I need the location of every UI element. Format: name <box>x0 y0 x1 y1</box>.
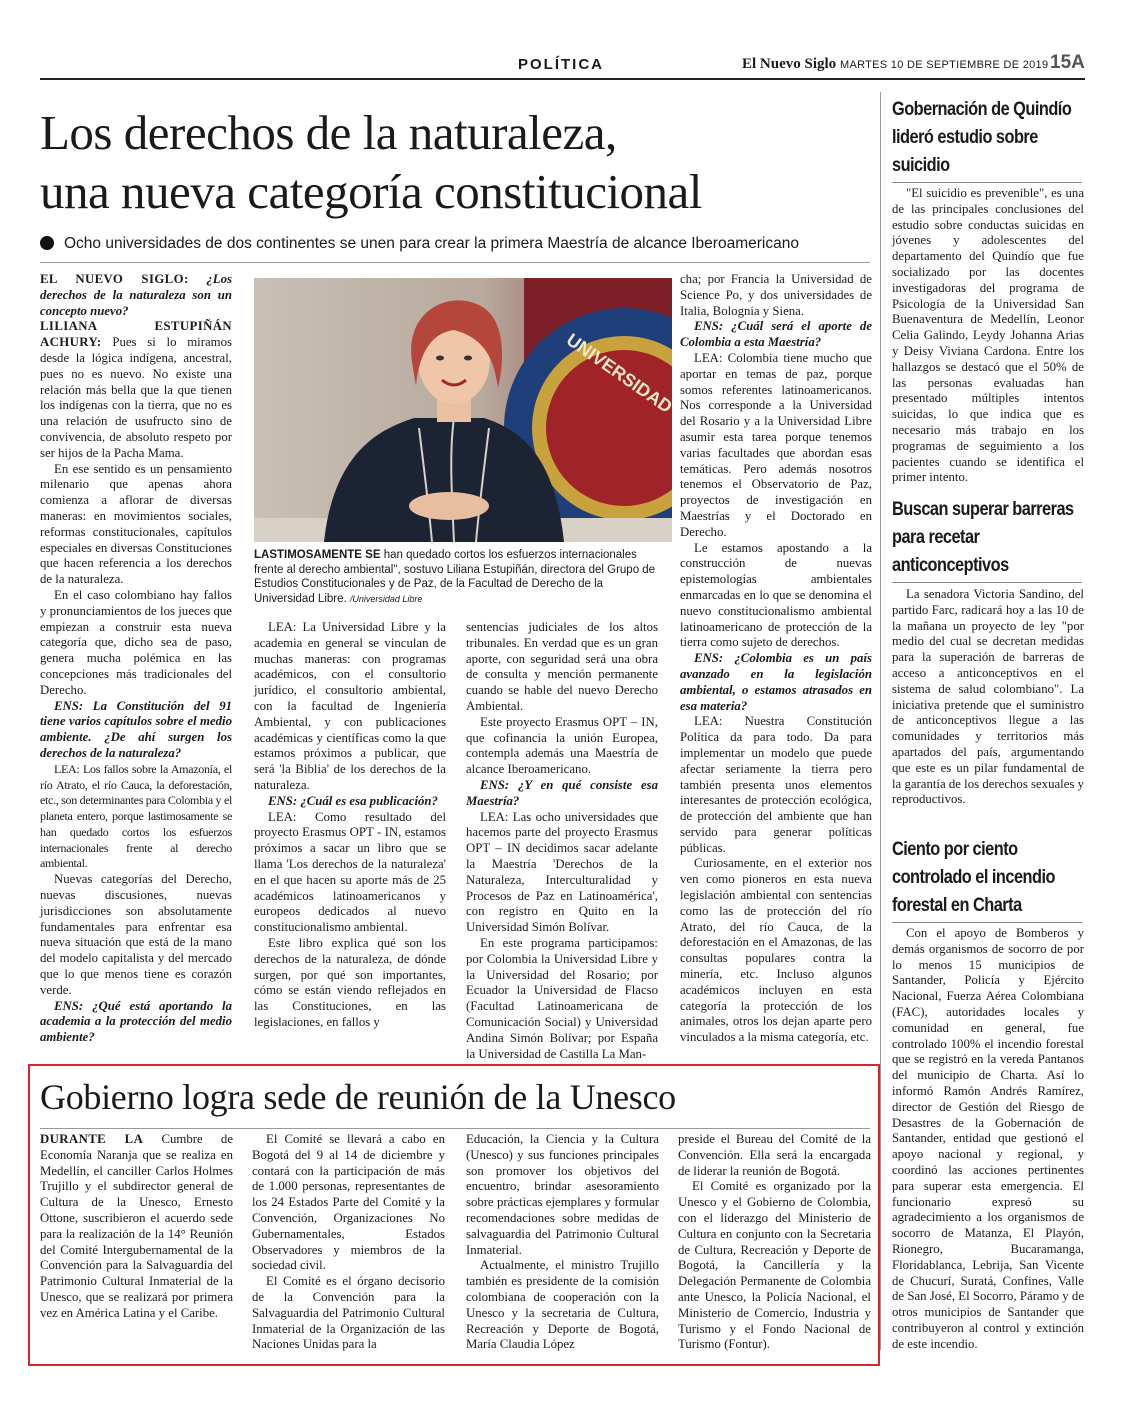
sidebar-story-2 <box>892 587 1084 808</box>
header-rule <box>40 78 1085 80</box>
article-column-1 <box>40 272 232 1046</box>
paragraph: En el caso colombiano hay fallos y pronunciamientos de los jueces que empiezan a construir esta nueva categoría que, dicho sea de paso, genera mucha polémica en las concepciones más tradicionales del Derecho. <box>40 587 232 697</box>
question-7: ENS: ¿Colombia es un país avanzado en la legislación ambiental, o estamos atrasados en esa materia? <box>680 651 872 713</box>
sidebar-headline-1: Gobernación de Quindío lideró estudio sobre suicidio <box>892 99 1072 176</box>
paragraph: preside el Bureau del Comité de la Convención. Ella será la encargada de liderar la reunión de Bogotá. <box>678 1132 871 1178</box>
sidebar-headline-3: Ciento por ciento controlado el incendio forestal en Charta <box>892 839 1055 916</box>
photo-credit: /Universidad Libre <box>349 593 423 604</box>
question-5: ENS: ¿Y en qué consiste esa Maestría? <box>466 777 658 808</box>
bullet-icon <box>40 236 54 250</box>
box-text: Cumbre de Economía Naranja que se realiza en Medellín, el canciller Carlos Holmes Trujillo y el subdirector general de Cultura de la Unesco, Ernesto Ottone, suscribieron el acuerdo sede para la realización de la 14° Reunión del Comité Intergubernamental de la Convención para la Salvaguardia del Patrimonio Cultural Inmaterial de la Unesco, que se realizará por primera vez en América Latina y el Caribe. <box>40 1132 233 1320</box>
deck-rule <box>40 262 870 263</box>
question-2: ENS: La Constitución del 91 tiene varios capítulos sobre el medio ambiente. ¿De ahí surgen los derechos de la naturaleza? <box>40 698 232 760</box>
sidebar-rule <box>892 582 1082 583</box>
box-column-1 <box>40 1132 233 1322</box>
caption-lead: LASTIMOSAMENTE SE <box>254 549 381 561</box>
box-rule <box>40 1128 870 1129</box>
box-headline: Gobierno logra sede de reunión de la Unesco <box>40 1077 676 1117</box>
headline-line-2: una nueva categoría constitucional <box>40 163 702 219</box>
masthead: El Nuevo Siglo <box>742 56 837 72</box>
answer-1: Pues si lo miramos desde la lógica indígena, ancestral, pues no es nuevo. No existe una relación más bella que la que tienen los indígenas con la tierra, que no es una relación de usufructo sino de convivencia, de absoluto respeto por ser hijos de la Pacha Mama. <box>40 335 232 460</box>
box-column-3 <box>466 1132 659 1353</box>
question-4: ENS: ¿Cuál es esa publicación? <box>268 793 438 808</box>
photo-caption <box>254 548 664 606</box>
paragraph: Curiosamente, en el exterior nos ven como pioneros en esta nueva legislación ambiental con sentencias como las de protección del río Atrato, del río Cauca, de la deforestación en el Amazonas, de las consultas populares contra la minería, etc. Incluso algunos académicos incluyen en esta categoría la protección de los animales, otros los dejan aparte pero vinculados a la misma categoría, etc. <box>680 856 872 1045</box>
article-column-4 <box>680 272 872 1046</box>
publication-date: MARTES 10 DE SEPTIEMBRE DE 2019 <box>840 59 1049 71</box>
article-photo <box>254 278 672 542</box>
paragraph: Educación, la Ciencia y la Cultura (Unesco) y sus funciones principales son promover los objetivos del encuentro, brindar asesoramiento sobre prácticas ejemplares y formular recomendaciones sobre medidas de salvaguardia del Patrimonio Cultural Inmaterial. <box>466 1132 659 1257</box>
paragraph: En ese sentido es un pensamiento milenario que apenas ahora comienza a aflorar de diversas maneras: en movimientos sociales, reformas constitucionales, capítulos especiales en diversas Constituciones que hacen referencia a los derechos de la naturaleza. <box>40 461 232 587</box>
sidebar-story-3 <box>892 926 1084 1353</box>
paragraph: Nuevas categorías del Derecho, nuevas discusiones, nuevas jurisdicciones son absolutamente fundamentales para enfrentar esa nueva situación que está de la mano del modelo capitalista y del mercado que lo que menos tiene es corazón verde. <box>40 872 232 997</box>
question-6: ENS: ¿Cuál será el aporte de Colombia a esta Maestría? <box>680 319 872 350</box>
answer-5: LEA: Las ocho universidades que hacemos parte del proyecto Erasmus OPT – IN decidimos sacar adelante la Maestría 'Derechos de la Naturaleza, Interculturalidad y Procesos de Paz en Latinoamérica', con registro en Quito en la Universidad Simón Bolívar. <box>466 809 658 935</box>
answer-2: LEA: Los fallos sobre la Amazonía, el río Atrato, el río Cauca, la deforestación, etc., son determinantes para Colombia y el planeta entero, porque lastimosamente se han quedado cortos los esfuerzos internacionales frente al derecho ambiental. <box>40 761 233 871</box>
paragraph: Le estamos apostando a la construcción de nuevas epistemologías ambientales enmarcadas en lo que se denomina el nuevo constitucionalismo ambiental latinoamericano de protección de la tierra como sujeto de derechos. <box>680 540 872 650</box>
sidebar-rule <box>892 922 1082 923</box>
paragraph: sentencias judiciales de los altos tribunales. En verdad que es un gran aporte, con seguridad será una obra de consulta y mención permanente cuando se hable del nuevo Derecho Ambiental. <box>466 620 658 713</box>
article-headline <box>40 104 870 222</box>
paragraph: El Comité se llevará a cabo en Bogotá del 9 al 14 de diciembre y contará con la participación de más de 1.000 personas, representantes de los 24 Estados Parte del Comité y la Convención, Organizaciones No Gubernamentales, Estados Observadores y miembros de la sociedad civil. <box>252 1132 445 1273</box>
section-label: POLÍTICA <box>518 56 604 73</box>
paragraph: En este programa participamos: por Colombia la Universidad Libre y la Universidad del Rosario; por Ecuador la Universidad de Flacso (Facultad Latinoamericana de Comunicación Social) y Universidad Andina Simón Bolívar; por España la Universidad de Castilla La Man- <box>466 935 658 1061</box>
article-column-2 <box>254 620 446 1031</box>
box-lead: DURANTE LA <box>40 1132 144 1146</box>
paragraph: Actualmente, el ministro Trujillo también es presidente de la comisión colombiana de cooperación con la Unesco y la secretaria de Cultura, Recreación y Deporte de Bogotá, María Claudia López <box>466 1258 659 1352</box>
q1-lead: EL NUEVO SIGLO: <box>40 272 189 286</box>
question-3: ENS: ¿Qué está aportando la academia a la protección del medio ambiente? <box>40 998 232 1045</box>
page-number: 15A <box>1050 52 1085 73</box>
sidebar-headline-2: Buscan superar barreras para recetar anticonceptivos <box>892 499 1074 576</box>
paragraph: El Comité es el órgano decisorio de la Convención para la Salvaguardia del Patrimonio Cultural Inmaterial de la Organización de las Naciones Unidas para la <box>252 1274 445 1352</box>
sidebar-body-1: "El suicidio es prevenible", es una de las principales conclusiones del estudio sobre conductas suicidas en jóvenes y adolescentes del departamento del Quindío que fue socializado por las docentes investigadoras del programa de Psicología de la Universidad San Buenaventura de Medellín, Leonor Celia Galindo, Leydy Johanna Arias y Deisy Viviana Cardona. Entre los hallazgos se destacó que el 50% de las personas evaluadas han presentado múltiples intentos suicidas, lo que indica que es necesario más trabajo en los programas de seguimiento a los pacientes cuando se identifica el primer intento. <box>892 186 1084 485</box>
paragraph: Este proyecto Erasmus OPT – IN, que cofinancia la unión Europea, contempla además una Maestría de alcance Iberoamericano. <box>466 714 658 777</box>
sidebar-body-2: La senadora Victoria Sandino, del partido Farc, radicará hoy a las 10 de la mañana un proyecto de ley "por medio del cual se decretan medidas para la superación de barreras de acceso a anticonceptivos en el sistema de salud colombiano". La iniciativa pretende que el suministro de anticonceptivos llegue a las comunidades y territorios más apartados del país, argumentando que este es un pilar fundamental de la garantía de los derechos sexuales y reproductivos. <box>892 587 1084 807</box>
answer-6: LEA: Colombia tiene mucho que aportar en temas de paz, porque somos referentes latinoamericanos. Nos corresponde a la Universidad del Rosario y a la Universidad Libre asumir esta tarea porque tenemos varias facultades que abordan esas temáticas. Pero además nosotros tenemos el Observatorio de Paz, proyectos de investigación en Maestrías y el Doctorado en Derecho. <box>680 350 872 539</box>
paragraph: cha; por Francia la Universidad de Science Po, y dos universidades de Italia, Bolognia y Siena. <box>680 272 872 318</box>
sidebar-divider <box>880 92 881 1350</box>
sidebar-story-1 <box>892 186 1084 486</box>
answer-7: LEA: Nuestra Constitución Política da para todo. Da para implementar un modelo que puede afectar seriamente la tierra pero también presenta unos elementos interesantes de protección ecológica, de protección del ambiente que han servido para generar políticas públicas. <box>680 714 872 855</box>
box-column-4 <box>678 1132 871 1353</box>
answer-3: LEA: La Universidad Libre y la academia en general se vinculan de muchas maneras: con programas académicos, con el consultorio jurídico, el consultorio ambiental, con la facultad de Ingeniería Ambiental, y con publicaciones académicas y científicas como la que estamos próximos a publicar, que será 'la Biblia' de los derechos de la naturaleza. <box>254 620 446 792</box>
deck-text: Ocho universidades de dos continentes se unen para crear la primera Maestría de alcance Iberoamericano <box>64 235 799 252</box>
headline-line-1: Los derechos de la naturaleza, <box>40 105 617 160</box>
question-1: ¿Los derechos de la naturaleza son un concepto nuevo? <box>40 272 233 318</box>
box-column-2 <box>252 1132 445 1353</box>
caption-text: han quedado cortos los esfuerzos internacionales frente al derecho ambiental", sostuvo Liliana Estupiñán, directora del Grupo de Estudios Constitucionales y de Paz, de la Facultad de Derecho de la Universidad Libre. <box>254 549 656 605</box>
article-deck <box>40 235 870 253</box>
answer-4: LEA: Como resultado del proyecto Erasmus OPT - IN, estamos próximos a sacar un libro que se llama 'Los derechos de la naturaleza' en el que hacen su aporte más de 25 académicos latinoamericanos y europeos dedicados al nuevo constitucionalismo ambiental. <box>254 809 446 935</box>
article-column-3 <box>466 620 658 1062</box>
paragraph: El Comité es organizado por la Unesco y el Gobierno de Colombia, con el liderazgo del Ministerio de Cultura en conjunto con la Secretaria de Cultura, Recreación y Deporte de Bogotá, la Cancillería y la Delegación Permanente de Colombia ante Unesco, la Policía Nacional, el Ministerio de Comercio, Industria y Turismo y el Fondo Nacional de Turismo (Fontur). <box>678 1179 871 1352</box>
paragraph: Este libro explica qué son los derechos de la naturaleza, de dónde surgen, por qué son importantes, cómo se están viendo reflejados en las Constituciones, en las legislaciones, en fallos y <box>254 935 446 1029</box>
a1-lead: LILIANA ESTUPIÑÁN ACHURY: <box>40 319 232 350</box>
sidebar-body-3: Con el apoyo de Bomberos y demás organismos de socorro de por lo menos 15 municipios de Santander, Policía y Ejército Nacional, Fuerza Aérea Colombiana (FAC), autoridades locales y comunidad en general, fue controlado 100% el incendio forestal que se registró en la vereda Pantanos del municipio de Charta. Así lo informó Ramón Andrés Ramírez, director de Gestión del Riesgo de Desastres de la Gobernación de Santander, entidad que gestionó el apoyo nacional y regional, y coordinó las acciones pertinentes para superar esta emergencia. El funcionario expresó su agradecimiento a los organismos de socorro de Matanza, El Playón, Rionegro, Bucaramanga, Floridablanca, Lebrija, San Vicente de Chucurí, Suratá, Confines, Valle de San José, El Socorro, Páramo y de otros municipios de Santander que contribuyeron al control y extinción de este incendio. <box>892 926 1084 1351</box>
sidebar-rule <box>892 182 1082 183</box>
